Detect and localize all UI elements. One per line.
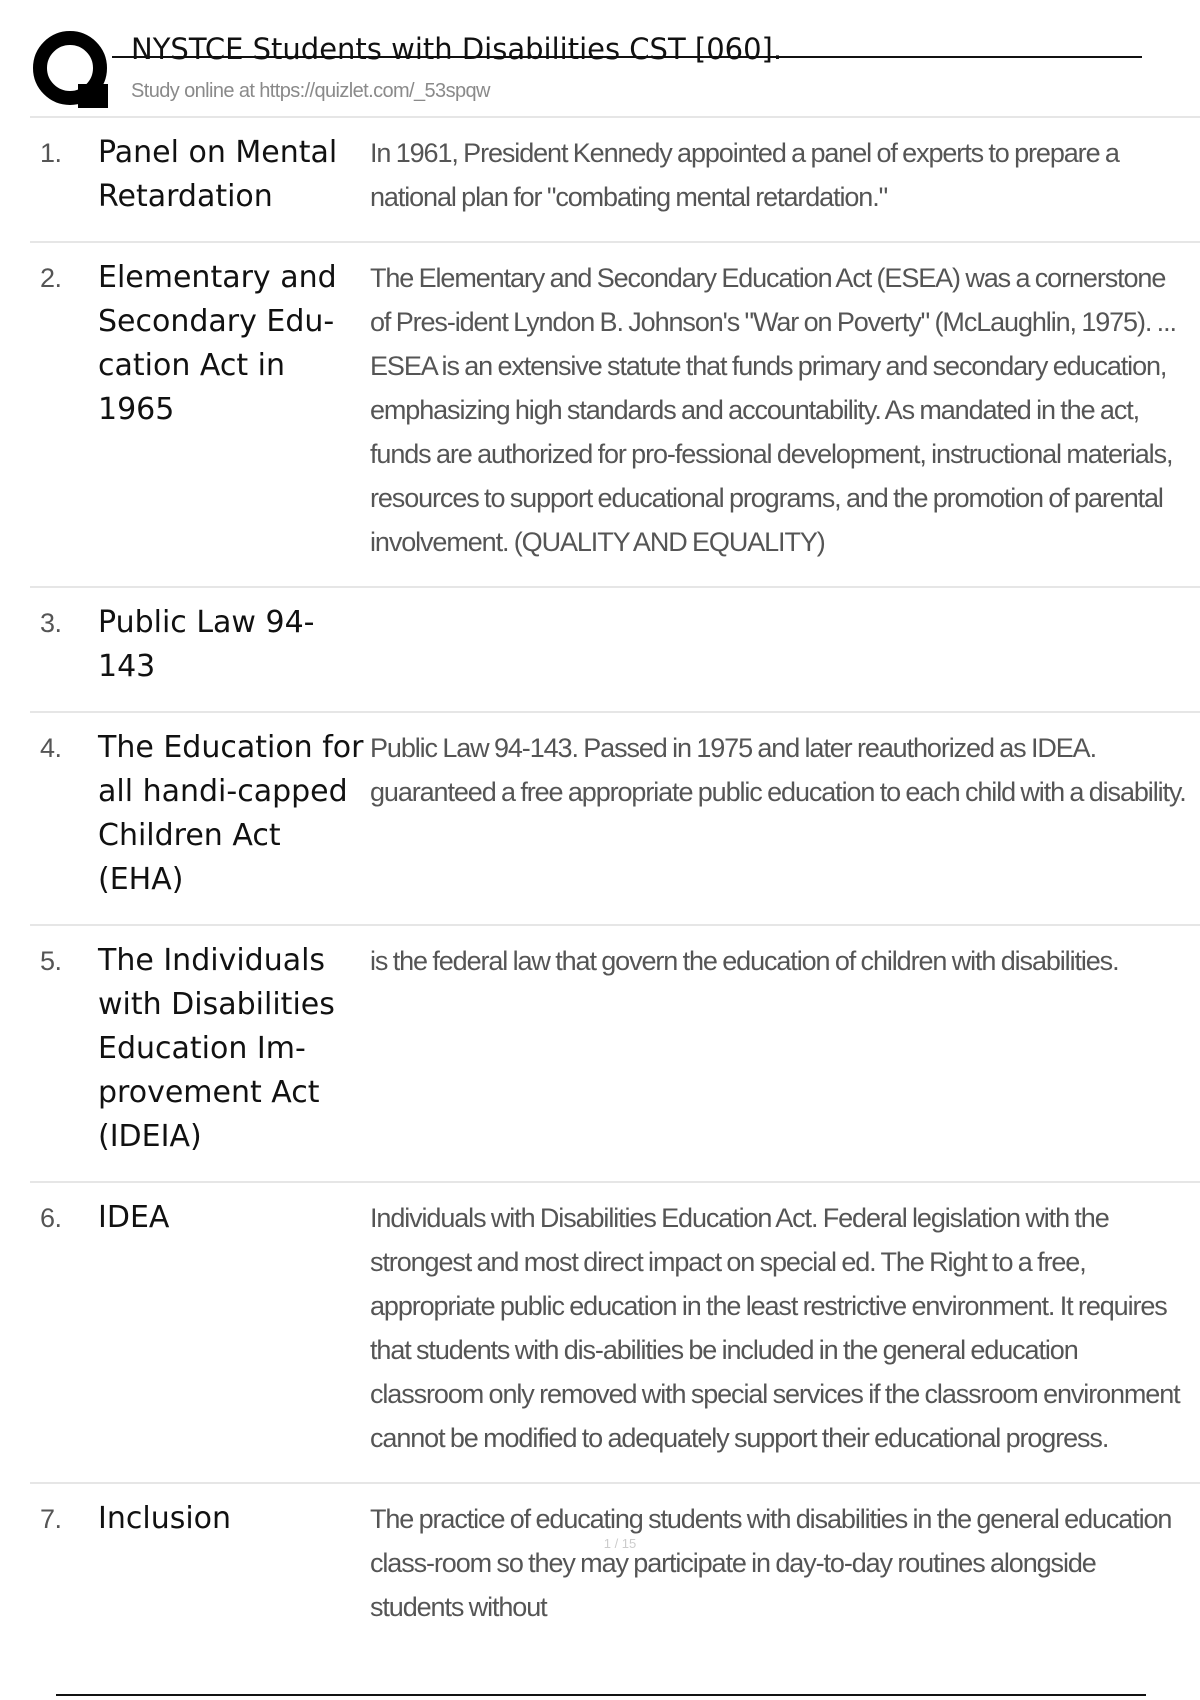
flashcard-row	[30, 243, 1200, 588]
card-term: Public Law 94-143	[98, 605, 315, 684]
flashcard-row	[30, 118, 1200, 243]
card-term: Panel on Mental Retardation	[98, 135, 338, 214]
card-definition: The practice of educating students with disabilities in the general education class-room so they may participate in day-to-day routines alongside students without	[370, 1504, 1172, 1622]
card-definition: Public Law 94-143. Passed in 1975 and later reauthorized as IDEA. guaranteed a free appropriate public education to each child with a disability.	[370, 733, 1186, 807]
card-definition: is the federal law that govern the education of children with disabilities.	[370, 946, 1119, 976]
card-definition	[370, 601, 1190, 689]
flashcard-row	[30, 588, 1200, 713]
flashcard-row	[30, 1484, 1200, 1651]
card-definition: The Elementary and Secondary Education Act (ESEA) was a cornerstone of Pres-ident Lyndon B. Johnson's "War on Poverty" (McLaughlin, 1975). ... ESEA is an extensive statute that funds primary and secondary education, emphasizing high standards and accountability. As mandated in the act, funds are authorized for pro-fessional development, instructional materials, resources to support educational programs, and the promotion of parental involvement. (QUALITY AND EQUALITY)	[370, 263, 1176, 557]
card-number: 5.	[40, 946, 62, 976]
flashcard-row	[30, 713, 1200, 926]
card-definition: In 1961, President Kennedy appointed a panel of experts to prepare a national plan for "combating mental retardation."	[370, 138, 1119, 212]
document-title: NYSTCE Students with Disabilities CST [060].	[131, 32, 783, 66]
card-number: 1.	[40, 138, 62, 168]
card-number: 4.	[40, 733, 62, 763]
card-number: 3.	[40, 608, 62, 638]
flashcard-row	[30, 926, 1200, 1183]
flashcard-list	[30, 118, 1200, 1651]
card-definition: Individuals with Disabilities Education Act. Federal legislation with the strongest and most direct impact on special ed. The Right to a free, appropriate public education in the least restrictive environment. It requires that students with dis-abilities be included in the general education classroom only removed with special services if the classroom environment cannot be modified to adequately support their educational progress.	[370, 1203, 1180, 1453]
footer-divider	[56, 1694, 1146, 1696]
card-number: 7.	[40, 1504, 62, 1534]
card-number: 2.	[40, 263, 62, 293]
flashcard-row	[30, 1183, 1200, 1484]
card-term: IDEA	[98, 1200, 170, 1235]
card-term: The Individuals with Disabilities Education Im-provement Act (IDEIA)	[98, 943, 335, 1154]
page-number: 1 / 15	[603, 1536, 637, 1551]
study-online-link[interactable]: Study online at https://quizlet.com/_53spqw	[131, 80, 490, 102]
card-number: 6.	[40, 1203, 62, 1233]
card-term: Inclusion	[98, 1501, 232, 1536]
page-header	[0, 0, 1200, 120]
card-term: Elementary and Secondary Edu-cation Act in 1965	[98, 260, 337, 427]
quizlet-q-logo-icon	[32, 30, 112, 110]
card-term: The Education for all handi-capped Children Act (EHA)	[98, 730, 364, 897]
